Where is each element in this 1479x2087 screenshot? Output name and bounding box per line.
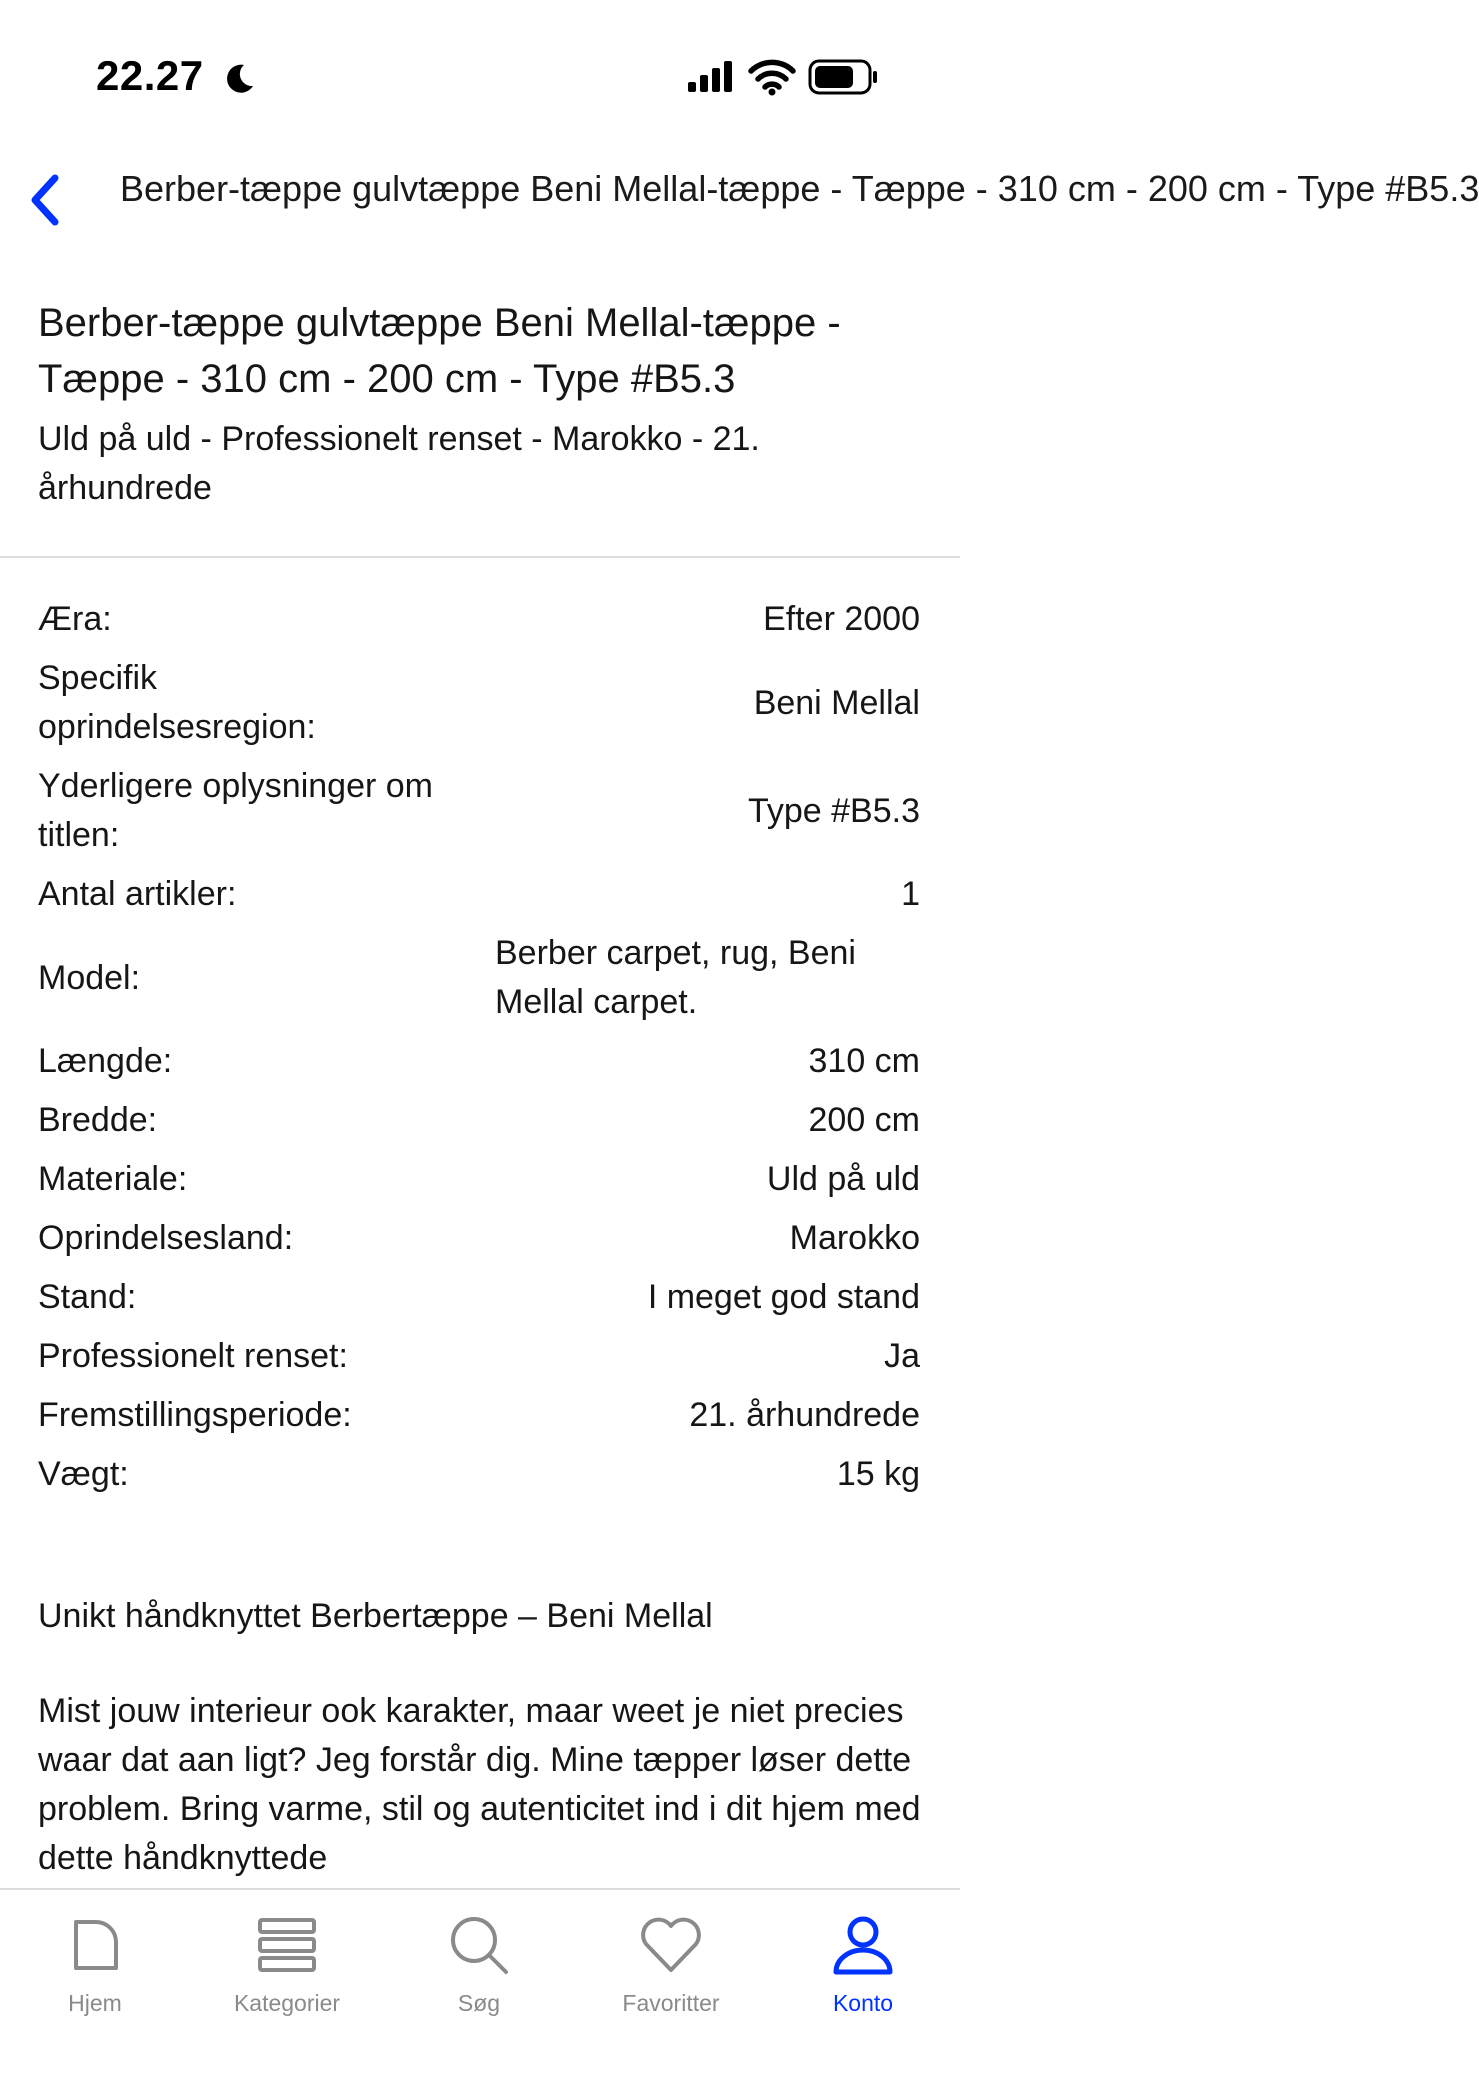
categories-icon xyxy=(252,1910,322,1980)
spec-label: Materiale: xyxy=(38,1160,188,1198)
spec-value: Beni Mellal xyxy=(753,683,920,722)
spec-row-region xyxy=(38,649,920,757)
moon-icon xyxy=(222,62,256,96)
tab-favorites[interactable] xyxy=(581,1910,761,2030)
nav-header xyxy=(0,150,1479,260)
tab-home[interactable] xyxy=(5,1910,185,2030)
tab-categories[interactable] xyxy=(197,1910,377,2030)
spec-row-cleaned xyxy=(38,1327,920,1386)
spec-label: Fremstillingsperiode: xyxy=(38,1396,352,1434)
spec-value: Berber carpet, rug, Beni Mellal carpet. xyxy=(495,934,856,1021)
spec-row-width xyxy=(38,1091,920,1150)
spec-label: Oprindelsesland: xyxy=(38,1219,294,1257)
tab-label: Søg xyxy=(457,1990,501,2016)
chevron-left-icon xyxy=(25,172,65,228)
tab-account[interactable] xyxy=(773,1910,953,2030)
spec-row-period xyxy=(38,1386,920,1445)
description-section xyxy=(38,1592,938,1883)
spec-row-model xyxy=(38,924,920,1032)
spec-value: 21. århundrede xyxy=(689,1396,920,1434)
spec-value: Efter 2000 xyxy=(763,600,920,638)
search-icon xyxy=(444,1910,514,1980)
spec-row-weight xyxy=(38,1445,920,1504)
description-heading: Unikt håndknyttet Berbertæppe – Beni Mellal xyxy=(38,1597,713,1635)
tab-label: Konto xyxy=(832,1990,894,2016)
battery-icon xyxy=(808,58,880,96)
lot-title: Berber-tæppe gulvtæppe Beni Mellal-tæppe - Tæppe - 310 cm - 200 cm - Type #B5.3 xyxy=(38,301,841,401)
spec-value: 310 cm xyxy=(808,1042,920,1080)
nav-title: Berber-tæppe gulvtæppe Beni Mellal-tæppe - Tæppe - 310 cm - 200 cm - Type #B5.3 xyxy=(120,168,1479,209)
spec-row-condition xyxy=(38,1268,920,1327)
back-button[interactable] xyxy=(10,160,80,240)
spec-row-era xyxy=(38,590,920,649)
wifi-icon xyxy=(748,58,796,96)
spec-value: 1 xyxy=(901,875,920,913)
heart-icon xyxy=(636,1910,706,1980)
spec-value: Ja xyxy=(884,1337,920,1375)
spec-label: Stand: xyxy=(38,1278,137,1316)
spec-label: Specifik oprindelsesregion: xyxy=(38,659,316,746)
spec-value: Marokko xyxy=(789,1219,920,1257)
specifications-table xyxy=(38,590,920,1504)
lot-title-section xyxy=(38,295,938,513)
cellular-signal-icon xyxy=(686,60,736,94)
spec-row-material xyxy=(38,1150,920,1209)
spec-value: I meget god stand xyxy=(647,1278,920,1316)
spec-label: Bredde: xyxy=(38,1101,158,1139)
bottom-tab-bar xyxy=(0,1888,960,2087)
description-body: Mist jouw interieur ook karakter, maar weet je niet precies waar dat aan ligt? Jeg forstår dig. Mine tæpper løser dette problem. Bring varme, stil og autenticitet ind i dit hjem med dette håndknyttede xyxy=(38,1692,921,1877)
spec-label: Yderligere oplysninger om titlen: xyxy=(38,767,433,854)
spec-value: 15 kg xyxy=(836,1455,920,1493)
spec-value: Uld på uld xyxy=(766,1160,920,1198)
spec-row-title-info xyxy=(38,757,920,865)
status-bar xyxy=(0,0,960,150)
tab-label: Favoritter xyxy=(622,1990,720,2016)
spec-label: Længde: xyxy=(38,1042,173,1080)
spec-value: 200 cm xyxy=(808,1101,920,1139)
spec-row-item-count xyxy=(38,865,920,924)
tab-search[interactable] xyxy=(389,1910,569,2030)
spec-row-length xyxy=(38,1032,920,1091)
status-time: 22.27 xyxy=(96,52,204,99)
account-icon xyxy=(828,1910,898,1980)
tab-label: Hjem xyxy=(68,1990,122,2016)
spec-label: Vægt: xyxy=(38,1455,129,1493)
spec-label: Æra: xyxy=(38,600,112,638)
section-divider xyxy=(0,556,960,558)
spec-value: Type #B5.3 xyxy=(747,791,920,830)
spec-label: Model: xyxy=(38,958,141,997)
home-icon xyxy=(60,1910,130,1980)
spec-label: Antal artikler: xyxy=(38,875,237,913)
spec-row-country xyxy=(38,1209,920,1268)
spec-label: Professionelt renset: xyxy=(38,1337,348,1375)
lot-subtitle: Uld på uld - Professionelt renset - Marokko - 21. århundrede xyxy=(38,420,760,507)
tab-label: Kategorier xyxy=(233,1990,341,2016)
